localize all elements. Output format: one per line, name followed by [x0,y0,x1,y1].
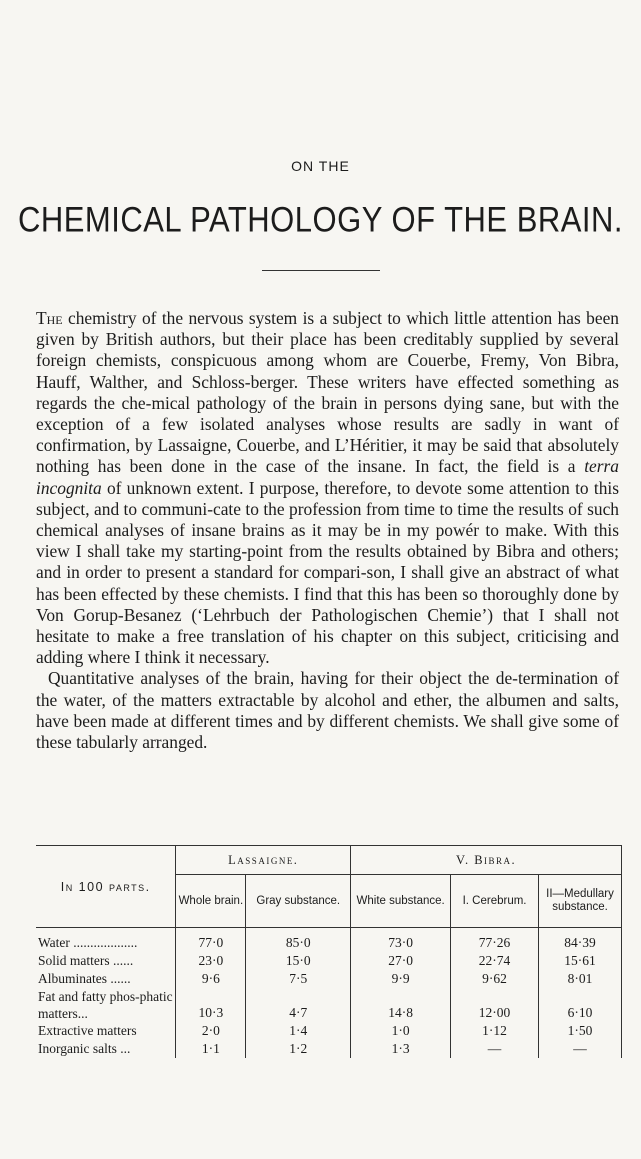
table-cell: 1·12 [451,1022,539,1040]
column-header: Whole brain. [176,875,246,928]
table-row [36,1022,622,1040]
table-cell: 9·62 [451,970,539,988]
paragraph-1-text-a: chemistry of the nervous system is a subject to which little attention has been given by British authors, but their place has been creditably supplied by several foreign chemists, conspicuous among whom are Couerbe, Fremy, Von Bibra, Hauff, Walther, and Schloss-berger. These writers have effected something as regards the che-mical pathology of the brain in persons dying sane, but with the exception of a few isolated analyses whose results are sadly in want of confirmation, by Lassaigne, Couerbe, and L’Héritier, it may be said that absolutely nothing has been done in the case of the insane. In fact, the field is a [36,308,619,477]
table-cell: 1·2 [246,1040,351,1058]
column-header: Gray substance. [246,875,351,928]
table-cell: 1·1 [176,1040,246,1058]
table-row [36,1040,622,1058]
table-cell: 22·74 [451,952,539,970]
table-cell: 15·61 [539,952,622,970]
table-cell: 77·26 [451,928,539,953]
page-title: CHEMICAL PATHOLOGY OF THE BRAIN. [17,199,624,240]
table-cell: 10·3 [176,988,246,1022]
table-row [36,970,622,988]
table-cell: 14·8 [351,988,451,1022]
table-cell: 85·0 [246,928,351,953]
row-label: Fat and fatty phos-phatic matters... [38,989,173,1021]
row-label: Inorganic salts ... [38,1041,131,1056]
table-cell: 23·0 [176,952,246,970]
table-corner-label: In 100 parts. [36,846,176,928]
column-header: I. Cerebrum. [451,875,539,928]
article-body [36,308,619,753]
table-cell: 12·00 [451,988,539,1022]
row-label: Water ................... [38,935,138,950]
table-cell: 6·10 [539,988,622,1022]
table-cell: 8·01 [539,970,622,988]
table-cell: 1·0 [351,1022,451,1040]
table-cell: 2·0 [176,1022,246,1040]
table-cell: 7·5 [246,970,351,988]
table-cell: 15·0 [246,952,351,970]
group-header-bibra: V. Bibra. [351,846,622,875]
row-label: Albuminates ...... [38,971,131,986]
table-row [36,952,622,970]
paragraph-2: Quantitative analyses of the brain, having for their object the de-termination of the water, of the matters extractable by alcohol and ether, the albumen and salts, have been made at different times and by different chemists. We shall give some of these tabularly arranged. [36,668,619,753]
table-cell: 4·7 [246,988,351,1022]
analysis-table [36,845,622,1058]
paragraph-1 [36,308,619,668]
table-cell: 9·6 [176,970,246,988]
table-cell: — [539,1040,622,1058]
table-cell: 84·39 [539,928,622,953]
table-cell: 1·50 [539,1022,622,1040]
paragraph-1-text-b: of unknown extent. I purpose, therefore, to devote some attention to this subject, and to communi-cate to the profession from time to time the results of such chemical analyses of insane brains as it may be in my powér to make. With this view I shall take my starting-point from the results obtained by Bibra and others; and in order to present a standard for compari-son, I shall give an abstract of what has been effected by these chemists. I find that this has been so thoroughly done by Von Gorup-Besanez (‘Lehrbuch der Pathologischen Chemie’) that I shall not hesitate to make a free translation of his chapter on this subject, criticising and adding where I think it necessary. [36,477,619,668]
table-cell: 1·4 [246,1022,351,1040]
row-label: Solid matters ...... [38,953,134,968]
table-row [36,988,622,1022]
group-header-lassaigne: Lassaigne. [176,846,351,875]
table-cell: 73·0 [351,928,451,953]
table-cell: 1·3 [351,1040,451,1058]
paragraph-1-italic: terra incognita [36,456,619,498]
pre-title: ON THE [291,158,350,174]
column-header: White substance. [351,875,451,928]
paragraph-lead: The [36,308,63,328]
title-rule [262,270,380,271]
table-cell: 77·0 [176,928,246,953]
table-cell: 9·9 [351,970,451,988]
table-row [36,928,622,953]
table-cell: — [451,1040,539,1058]
table-cell: 27·0 [351,952,451,970]
column-header: II—Medullary substance. [539,875,622,928]
row-label: Extractive matters [38,1023,137,1038]
